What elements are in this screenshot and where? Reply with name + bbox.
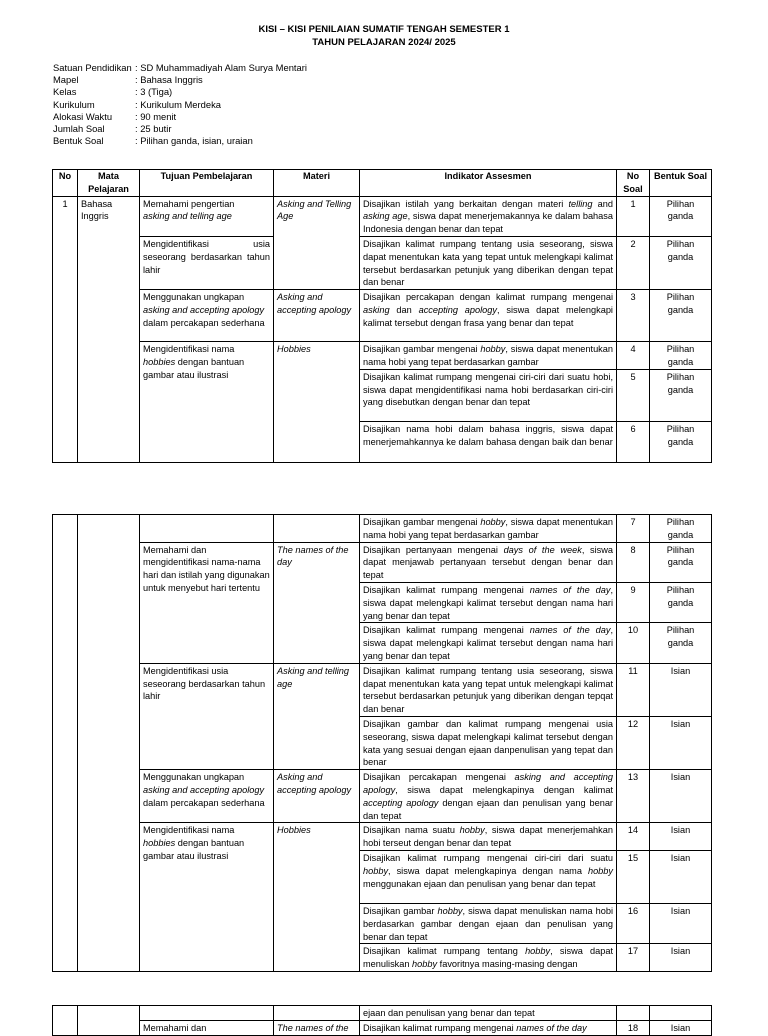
tp-cell: Menggunakan ungkapan asking and accepting apology dalam percakapan sederhana	[140, 770, 274, 823]
col-nosoal: No Soal	[617, 170, 650, 197]
col-indikator: Indikator Assesmen	[360, 170, 617, 197]
soal-no: 8	[617, 542, 650, 582]
header-row	[53, 170, 712, 197]
info-value: : 3 (Tiga)	[135, 86, 173, 98]
soal-no: 15	[617, 850, 650, 903]
soal-no: 5	[617, 369, 650, 421]
table-row	[53, 663, 712, 716]
bentuk-cell: Isian	[650, 944, 712, 972]
empty-mapel-cell	[78, 515, 140, 972]
bentuk-cell: Pilihan ganda	[650, 236, 712, 289]
doc-title: KISI – KISI PENILAIAN SUMATIF TENGAH SEMESTER 1	[258, 24, 510, 35]
soal-no: 14	[617, 823, 650, 851]
soal-no: 16	[617, 903, 650, 943]
bentuk-cell: Pilihan ganda	[650, 515, 712, 543]
info-row	[53, 123, 307, 135]
table-row	[53, 542, 712, 582]
indikator-cell: Disajikan istilah yang berkaitan dengan materi telling and asking age, siswa dapat menerjemakannya ke dalam bahasa Indonesia dengan benar dan tepat	[360, 196, 617, 236]
materi-cell	[274, 515, 360, 543]
col-bentuk: Bentuk Soal	[650, 170, 712, 197]
grid-table-page2	[52, 514, 712, 972]
tp-cell: Mengidentifikasi usia seseorang berdasarkan tahun lahir	[140, 663, 274, 769]
table-row	[53, 823, 712, 851]
table-row	[53, 1020, 712, 1035]
info-value: : 90 menit	[135, 110, 177, 122]
materi-cell: Asking and accepting apology	[274, 770, 360, 823]
tp-cell: Memahami pengertian asking and telling age	[140, 196, 274, 236]
tp-cell	[140, 1006, 274, 1021]
soal-no: 10	[617, 623, 650, 663]
indikator-cell: Disajikan kalimat rumpang tentang hobby, siswa dapat menuliskan hobby favoritnya masing-masing dengan	[360, 944, 617, 972]
indikator-cell: Disajikan gambar hobby, siswa dapat menuliskan nama hobi berdasarkan gambar dengan ejaan dan penulisan yang benar dan tepat	[360, 903, 617, 943]
indikator-cell: Disajikan kalimat rumpang mengenai ciri-ciri dari suatu hobi, siswa dapat mengidentifikasi nama hobi berdasarkan ciri-ciri yang disebutkan dengan benar dan tepat	[360, 369, 617, 421]
grid-table-page1	[52, 169, 712, 463]
table-row	[53, 515, 712, 543]
col-tujuan: Tujuan Pembelajaran	[140, 170, 274, 197]
soal-no: 9	[617, 582, 650, 622]
indikator-cell: Disajikan pertanyaan mengenai days of the week, siswa dapat menjawab pertanyaan tersebut dengan benar dan tepat	[360, 542, 617, 582]
tp-cell: Memahami dan mengidentifikasi nama-nama hari dan istilah yang digunakan untuk menyebut hari tertentu	[140, 542, 274, 663]
info-key: Satuan Pendidikan	[53, 62, 132, 73]
materi-cell: Asking and telling age	[274, 663, 360, 769]
info-key: Jumlah Soal	[53, 123, 105, 135]
indikator-cell: Disajikan kalimat rumpang tentang usia seseorang, siswa dapat menentukan kata yang tepat untuk melengkapi kalimat tersebut berdasarkan petunjuk yang diberikan dengan tepqat dan benar	[360, 663, 617, 716]
indikator-cell: Disajikan percakapan dengan kalimat rumpang mengenai asking dan accepting apology, siswa dapat melengkapi kalimat tersebut dengan frasa yang benar dan tepat	[360, 290, 617, 342]
info-value: : SD Muhammadiyah Alam Surya Mentari	[135, 62, 307, 73]
empty-no-cell	[53, 515, 78, 972]
subject-no: 1	[53, 196, 78, 462]
indikator-cell: Disajikan kalimat rumpang mengenai names of the day, siswa dapat melengkapi kalimat tersebut dengan nama hari yang benar dan tepat	[360, 623, 617, 663]
info-row	[53, 111, 307, 123]
indikator-cell: Disajikan nama hobi dalam bahasa inggris, siswa dapat menerjemahkannya ke dalam bahasa dengan baik dan benar	[360, 421, 617, 462]
info-key: Kelas	[53, 86, 77, 98]
materi-cell: The names of the day	[274, 542, 360, 663]
info-key: Bentuk Soal	[53, 135, 104, 147]
soal-no: 1	[617, 196, 650, 236]
soal-no: 2	[617, 236, 650, 289]
info-value: : Pilihan ganda, isian, uraian	[135, 135, 253, 147]
indikator-cell: ejaan dan penulisan yang benar dan tepat	[360, 1006, 617, 1021]
materi-cell: Asking and Telling Age	[274, 196, 360, 290]
materi-cell: The names of the	[274, 1020, 360, 1035]
materi-cell: Asking and accepting apology	[274, 290, 360, 342]
info-value: : 25 butir	[135, 123, 172, 135]
soal-no: 18	[617, 1020, 650, 1035]
info-key: Kurikulum	[53, 98, 95, 110]
soal-no: 13	[617, 770, 650, 823]
tp-cell: Mengidentifikasi nama hobbies dengan bantuan gambar atau ilustrasi	[140, 342, 274, 463]
col-no: No	[53, 170, 78, 197]
soal-no: 4	[617, 342, 650, 370]
col-mapel: Mata Pelajaran	[78, 170, 140, 197]
indikator-cell: Disajikan percakapan mengenai asking and accepting apology, siswa dapat melengkapinya dengan kalimat accepting apology dengan ejaan dan penulisan yang benar dan tepat	[360, 770, 617, 823]
info-value: : Bahasa Inggris	[135, 74, 203, 86]
tp-cell: Mengidentifikasi nama hobbies dengan bantuan gambar atau ilustrasi	[140, 823, 274, 972]
bentuk-cell: Isian	[650, 903, 712, 943]
empty-mapel-cell	[78, 1006, 140, 1036]
bentuk-cell: Pilihan ganda	[650, 623, 712, 663]
materi-cell	[274, 1006, 360, 1021]
bentuk-cell: Isian	[650, 770, 712, 823]
table-row	[53, 236, 712, 289]
indikator-cell: Disajikan gambar mengenai hobby, siswa dapat menentukan nama hobi yang tepat berdasarkan gambar	[360, 342, 617, 370]
table-row	[53, 1006, 712, 1021]
info-row	[53, 74, 307, 86]
bentuk-cell: Pilihan ganda	[650, 342, 712, 370]
bentuk-cell: Isian	[650, 716, 712, 769]
soal-no	[617, 1006, 650, 1021]
bentuk-cell: Pilihan ganda	[650, 290, 712, 342]
table-row	[53, 290, 712, 342]
info-key: Alokasi Waktu	[53, 110, 113, 122]
materi-cell: Hobbies	[274, 342, 360, 463]
soal-no: 12	[617, 716, 650, 769]
indikator-cell: Disajikan kalimat rumpang tentang usia seseorang, siswa dapat menentukan kata yang tepat untuk melengkapi kalimat tersebut berdasarkan petunjuk yang diberikan dengan tepat dan benar	[360, 236, 617, 289]
table-row	[53, 196, 712, 236]
grid-table-page3	[52, 1005, 712, 1036]
indikator-cell: Disajikan kalimat rumpang mengenai names of the day	[360, 1020, 617, 1035]
indikator-cell: Disajikan kalimat rumpang mengenai names of the day, siswa dapat melengkapi kalimat tersebut dengan nama hari yang benar dan tepat	[360, 582, 617, 622]
info-row	[53, 86, 307, 98]
tp-cell: Menggunakan ungkapan asking and accepting apology dalam percakapan sederhana	[140, 290, 274, 342]
table-row	[53, 342, 712, 370]
tp-cell: Memahami dan	[140, 1020, 274, 1035]
bentuk-cell: Isian	[650, 663, 712, 716]
info-row	[53, 135, 307, 147]
bentuk-cell: Isian	[650, 850, 712, 903]
soal-no: 6	[617, 421, 650, 462]
col-materi: Materi	[274, 170, 360, 197]
bentuk-cell: Isian	[650, 823, 712, 851]
tp-cell: Mengidentifikasi usia seseorang berdasarkan tahun lahir	[140, 236, 274, 289]
soal-no: 7	[617, 515, 650, 543]
info-block	[53, 62, 307, 147]
bentuk-cell: Pilihan ganda	[650, 542, 712, 582]
subject-name: Bahasa Inggris	[78, 196, 140, 462]
indikator-cell: Disajikan nama suatu hobby, siswa dapat menerjemahkan hobi terseut dengan benar dan tepat	[360, 823, 617, 851]
soal-no: 3	[617, 290, 650, 342]
info-value: : Kurikulum Merdeka	[135, 98, 221, 110]
bentuk-cell: Pilihan ganda	[650, 421, 712, 462]
soal-no: 11	[617, 663, 650, 716]
indikator-cell: Disajikan gambar dan kalimat rumpang mengenai usia seseorang, siswa dapat melengkapi kalimat tersebut dengan kata yang sesuai dengan ejaan danpenulisan yang tepat dan benar	[360, 716, 617, 769]
indikator-cell: Disajikan gambar mengenai hobby, siswa dapat menentukan nama hobi yang tepat berdasarkan gambar	[360, 515, 617, 543]
empty-no-cell	[53, 1006, 78, 1036]
tp-cell	[140, 515, 274, 543]
bentuk-cell	[650, 1006, 712, 1021]
doc-subtitle: TAHUN PELAJARAN 2024/ 2025	[312, 37, 456, 48]
bentuk-cell: Pilihan ganda	[650, 196, 712, 236]
info-row	[53, 62, 307, 74]
info-row	[53, 99, 307, 111]
indikator-cell: Disajikan kalimat rumpang mengenai ciri-ciri dari suatu hobby, siswa dapat melengkapinya dengan nama hobby menggunakan ejaan dan penulisan yang benar dan tepat	[360, 850, 617, 903]
materi-cell: Hobbies	[274, 823, 360, 972]
info-key: Mapel	[53, 74, 79, 86]
bentuk-cell: Pilihan ganda	[650, 582, 712, 622]
table-row	[53, 770, 712, 823]
bentuk-cell: Isian	[650, 1020, 712, 1035]
bentuk-cell: Pilihan ganda	[650, 369, 712, 421]
soal-no: 17	[617, 944, 650, 972]
